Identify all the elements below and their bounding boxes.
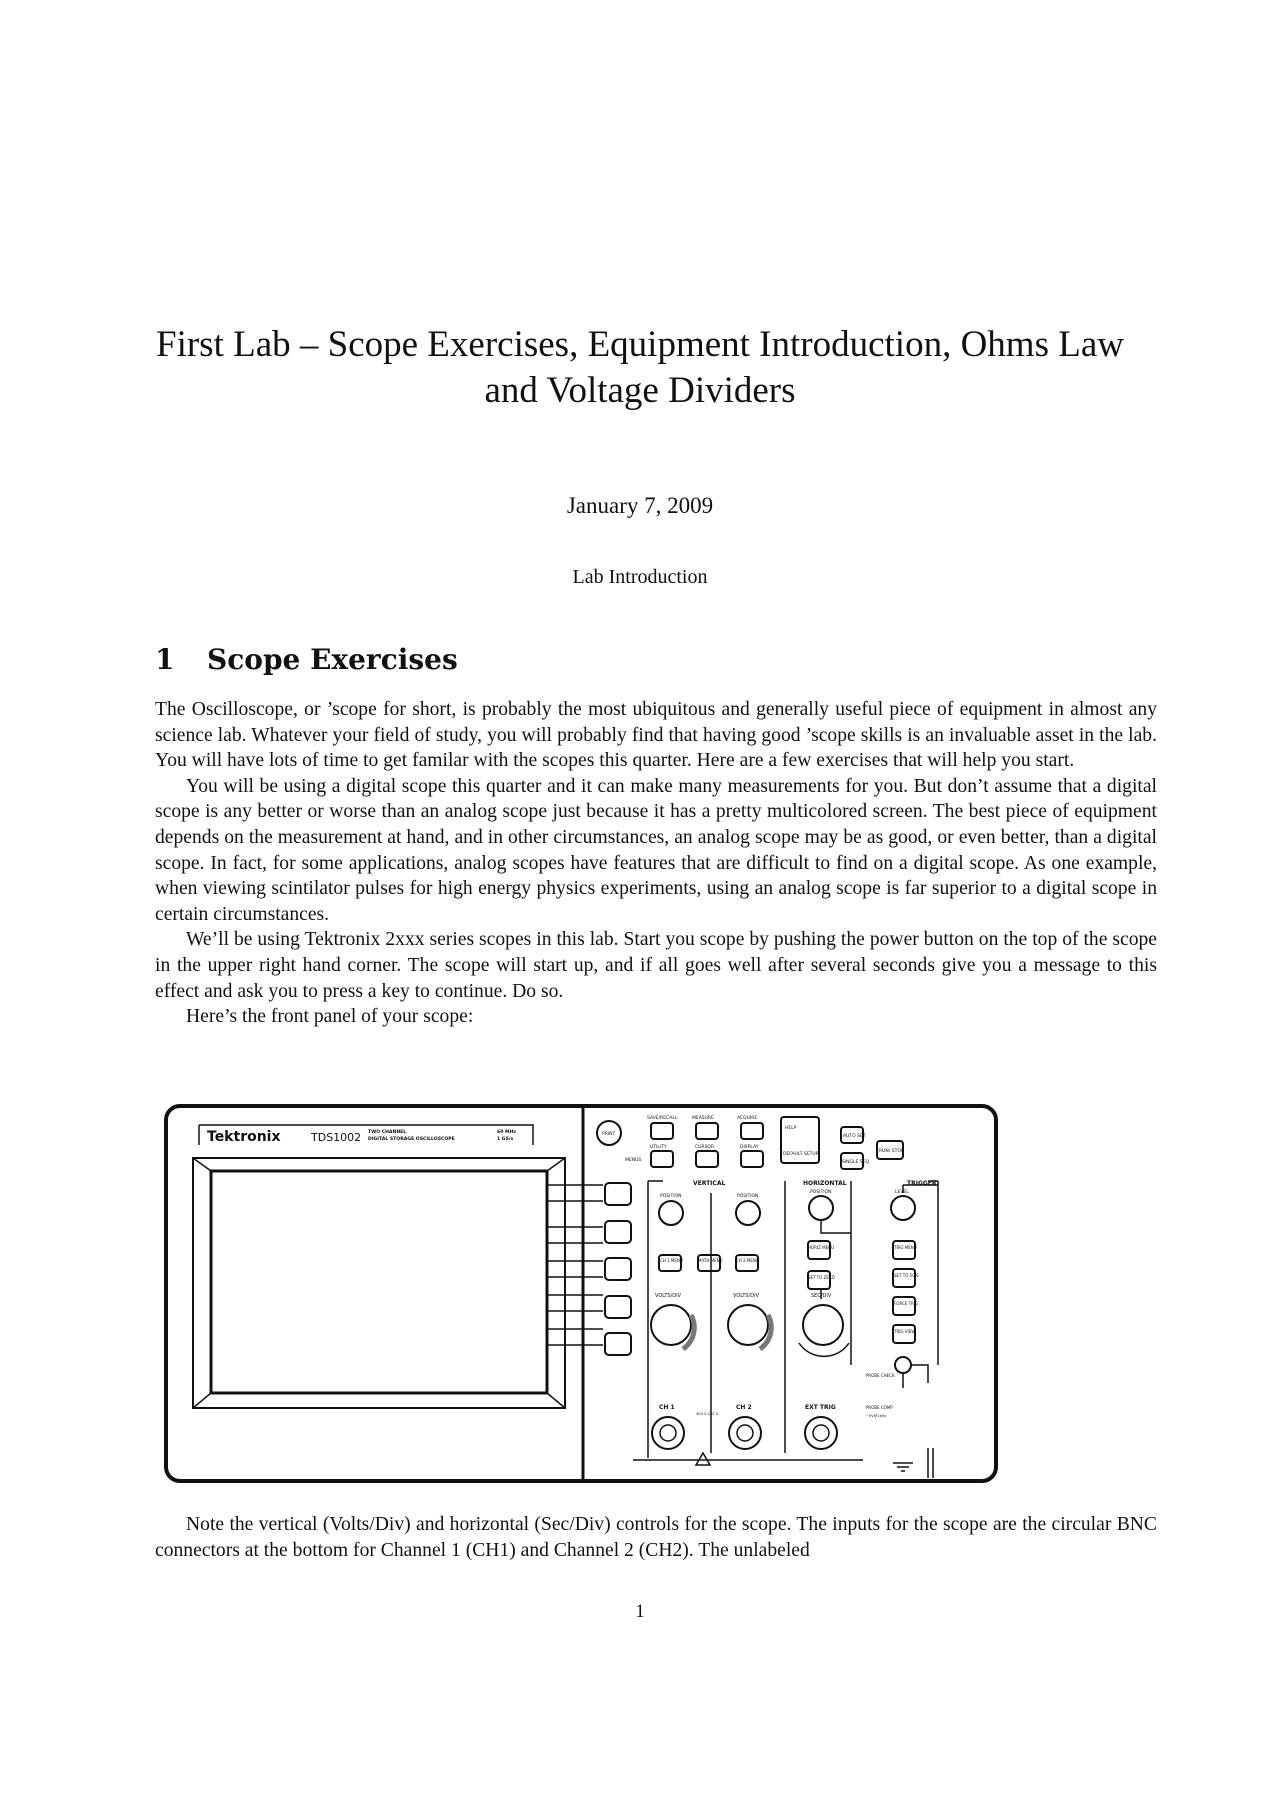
scope-panel-drawing: [163, 1103, 999, 1484]
horiz-menu-button[interactable]: [808, 1241, 830, 1259]
ch2-input-label: CH 2: [736, 1404, 752, 1411]
cursor-label: CURSOR: [695, 1145, 715, 1150]
paragraph-5: Note the vertical (Volts/Div) and horizontal (Sec/Div) controls for the scope. The inputs for the scope are the circular BNC connectors at the bottom for Channel 1 (CH1) and Channel 2 (CH2). The unlabeled: [155, 1514, 1157, 1561]
title-line-1: First Lab – Scope Exercises, Equipment Introduction, Ohms Law: [156, 324, 1124, 365]
option-button-4[interactable]: [605, 1296, 631, 1318]
trig-menu-label: TRIG MENU: [894, 1245, 917, 1250]
ground-icon: [893, 1448, 933, 1478]
section-body-after-figure: [155, 1512, 1157, 1563]
set-to-50-label: SET TO 50%: [894, 1273, 919, 1278]
trig-view-label: TRIG VIEW: [894, 1329, 916, 1334]
horizontal-section-label: HORIZONTAL: [803, 1180, 847, 1187]
trigger-level-label: LEVEL: [895, 1190, 909, 1195]
horizontal-position-label: POSITION: [810, 1190, 832, 1195]
option-button-2[interactable]: [605, 1221, 631, 1243]
run-stop-label: RUN/ STOP: [879, 1149, 904, 1154]
force-trig-button[interactable]: [893, 1297, 915, 1315]
ch1-position-knob[interactable]: [659, 1201, 683, 1225]
brand-label: Tektronix: [207, 1129, 281, 1145]
model-label: TDS1002: [311, 1131, 362, 1144]
scope-front-panel-figure: [163, 1103, 999, 1484]
screen: [211, 1171, 547, 1393]
option-button-5[interactable]: [605, 1333, 631, 1355]
ch2-menu-label: CH 2 MENU: [736, 1258, 759, 1263]
spec-line-2: 1 GS/s: [497, 1137, 514, 1142]
probe-volts-label: ~5V@1kHz: [866, 1414, 887, 1418]
horizontal-position-knob[interactable]: [809, 1196, 833, 1220]
set-to-zero-label: SET TO ZERO: [808, 1275, 835, 1280]
probe-comp-terminal[interactable]: [895, 1357, 911, 1373]
trigger-section-label: TRIGGER: [907, 1180, 937, 1187]
paragraph-1: The Oscilloscope, or ’scope for short, is probably the most ubiquitous and generally useful piece of equipment in almost any science lab. Whatever your field of study, you will probably find that having good ’scope skills is an invaluable asset in the lab. You will have lots of time to get familar with the scopes this quarter. Here are a few exercises that will help you start.: [155, 699, 1157, 772]
display-label: DISPLAY: [740, 1145, 759, 1150]
help-label: HELP: [785, 1126, 797, 1131]
paragraph-4: Here’s the front panel of your scope:: [186, 1006, 474, 1028]
default-setup-label: DEFAULT SETUP: [783, 1152, 819, 1157]
option-button-1[interactable]: [605, 1183, 631, 1205]
model-desc-line-2: DIGITAL STORAGE OSCILLOSCOPE: [368, 1137, 455, 1142]
document-title: [150, 322, 1130, 414]
set-to-zero-button[interactable]: [808, 1271, 830, 1289]
section-heading: [155, 643, 458, 676]
menus-label: MENUS: [625, 1158, 642, 1163]
paragraph-2: You will be using a digital scope this quarter and it can make many measurements for you. But don’t assume that a digital scope is any better or worse than an analog scope just because it has a pretty multicolored screen. The best piece of equipment depends on the measurement at hand, and in other circumstances, an analog scope may be as good, or even better, than a digital scope. In fact, for some applications, analog scopes have features that are difficult to find on a digital scope. As one example, when viewing scintilator pulses for high energy physics experiments, using an analog scope is far superior to a digital scope in certain circumstances.: [155, 775, 1157, 925]
title-line-2: and Voltage Dividers: [484, 370, 796, 411]
measure-label: MEASURE: [692, 1116, 714, 1121]
measure-button[interactable]: [696, 1123, 718, 1139]
model-desc-line-1: TWO CHANNEL: [368, 1130, 407, 1135]
trig-menu-button[interactable]: [893, 1241, 915, 1259]
sec-div-label: SEC/DIV: [811, 1293, 832, 1299]
single-seq-label: SINGLE SEQ: [842, 1160, 870, 1165]
ch1-volts-div-knob[interactable]: [651, 1305, 691, 1345]
section-number: 1: [155, 643, 175, 676]
document-subtitle: Lab Introduction: [572, 566, 708, 588]
scope-body-outline: [166, 1106, 996, 1481]
cursor-button[interactable]: [696, 1151, 718, 1167]
ext-trig-bnc-connector[interactable]: [805, 1417, 837, 1449]
ch1-menu-label: CH 1 MENU: [660, 1258, 683, 1263]
section-body: [155, 697, 1157, 1030]
trig-view-button[interactable]: [893, 1325, 915, 1343]
sec-div-knob[interactable]: [803, 1305, 843, 1345]
ch2-position-knob[interactable]: [736, 1201, 760, 1225]
ch2-volts-div-label: VOLTS/DIV: [733, 1293, 760, 1299]
ext-trig-input-label: EXT TRIG: [805, 1404, 836, 1411]
document-date: January 7, 2009: [566, 493, 714, 518]
set-to-50-button[interactable]: [893, 1269, 915, 1287]
ch1-position-label: POSITION: [660, 1194, 682, 1199]
ch2-bnc-connector[interactable]: [729, 1417, 761, 1449]
option-leader-lines: [547, 1185, 603, 1345]
section-title: Scope Exercises: [207, 643, 458, 676]
horiz-menu-label: HORIZ MENU: [808, 1245, 835, 1250]
ch2-position-label: POSITION: [737, 1194, 759, 1199]
probe-comp-label: PROBE COMP: [866, 1405, 893, 1410]
ch1-input-label: CH 1: [659, 1404, 675, 1411]
page-number: 1: [635, 1601, 645, 1622]
ch1-volts-div-label: VOLTS/DIV: [655, 1293, 682, 1299]
display-button[interactable]: [741, 1151, 763, 1167]
acquire-button[interactable]: [741, 1123, 763, 1139]
trigger-level-knob[interactable]: [891, 1196, 915, 1220]
option-button-3[interactable]: [605, 1258, 631, 1280]
utility-button[interactable]: [651, 1151, 673, 1167]
screen-bezel: [193, 1158, 565, 1408]
acquire-label: ACQUIRE: [737, 1116, 758, 1121]
utility-label: UTILITY: [650, 1145, 667, 1150]
vertical-section-label: VERTICAL: [693, 1180, 726, 1187]
math-menu-label: MATH MENU: [698, 1258, 723, 1263]
autoset-label: AUTO SET: [843, 1134, 866, 1139]
save-recall-button[interactable]: [651, 1123, 673, 1139]
force-trig-label: FORCE TRIG: [894, 1301, 919, 1306]
warning-icon: [696, 1453, 710, 1465]
ch1-bnc-connector[interactable]: [652, 1417, 684, 1449]
save-recall-label: SAVE/RECALL: [647, 1116, 678, 1121]
spec-line-1: 60 MHz: [497, 1130, 517, 1135]
probe-check-label: PROBE CHECK: [866, 1373, 895, 1378]
print-label: PRINT: [602, 1132, 616, 1137]
cat-rating-label: 300 V CAT II: [696, 1412, 718, 1416]
ch2-volts-div-knob[interactable]: [728, 1305, 768, 1345]
paragraph-3: We’ll be using Tektronix 2xxx series scopes in this lab. Start you scope by pushing the power button on the top of the scope in the upper right hand corner. The scope will start up, and if all goes well after several seconds give you a message to this effect and ask you to press a key to continue. Do so.: [155, 929, 1157, 1002]
